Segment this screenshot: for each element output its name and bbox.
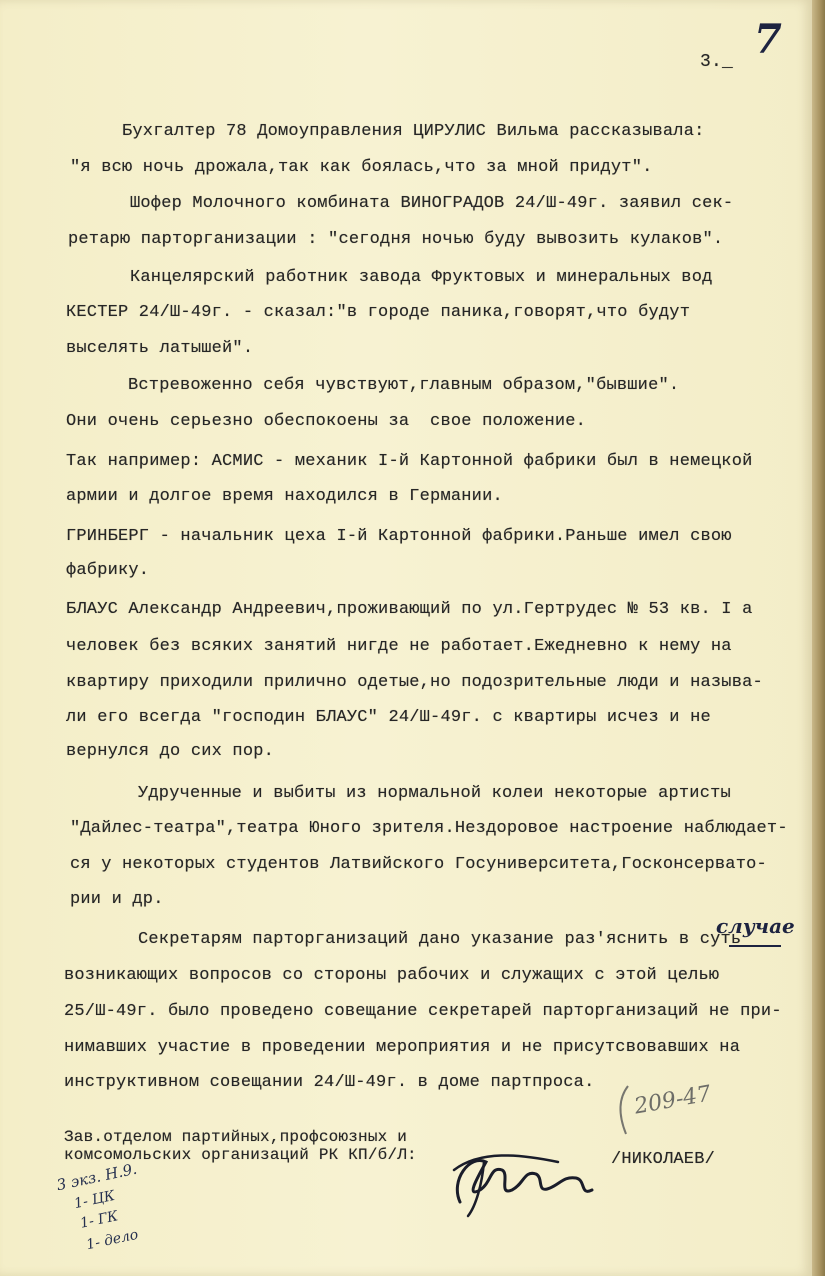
text-line: Так например: АСМИС - механик I-й Картонной фабрики был в немецкой bbox=[66, 452, 753, 471]
distribution-note-line: 1- дело bbox=[84, 1226, 140, 1254]
text-line: инструктивном совещании 24/Ш-49г. в доме партпроса. bbox=[64, 1073, 595, 1092]
text-line: Шофер Молочного комбината ВИНОГРАДОВ 24/Ш-49г. заявил сек- bbox=[130, 194, 734, 213]
text-line: нимавших участие в проведении мероприятия и не присутсвовавших на bbox=[64, 1038, 741, 1057]
text-line: КЕСТЕР 24/Ш-49г. - сказал:"в городе паника,говорят,что будут bbox=[66, 303, 691, 322]
distribution-note-line: 1- ГК bbox=[78, 1208, 120, 1232]
text-line: квартиру приходили прилично одетые,но подозрительные люди и называ- bbox=[66, 673, 763, 692]
strikethrough-mark bbox=[729, 945, 781, 947]
handwritten-signature bbox=[440, 1140, 610, 1220]
text-line: Канцелярский работник завода Фруктовых и минеральных вод bbox=[130, 268, 713, 287]
distribution-note-line: 1- ЦК bbox=[72, 1187, 117, 1213]
page-number: 3._ bbox=[700, 52, 734, 72]
text-line: фабрику. bbox=[66, 561, 150, 580]
signature-title-line2: комсомольских организаций РК КП/б/Л: bbox=[64, 1146, 417, 1164]
text-line: Бухгалтер 78 Домоуправления ЦИРУЛИС Вильма рассказывала: bbox=[122, 122, 705, 141]
text-line: ли его всегда "господин БЛАУС" 24/Ш-49г. с квартиры исчез и не bbox=[66, 708, 711, 727]
text-line: армии и долгое время находился в Германии. bbox=[66, 487, 503, 506]
text-line: 25/Ш-49г. было проведено совещание секретарей парторганизаций не при- bbox=[64, 1002, 782, 1021]
handwritten-correction: случае bbox=[716, 914, 795, 938]
text-line: выселять латышей". bbox=[66, 339, 254, 358]
signature-title-line1: Зав.отделом партийных,профсоюзных и bbox=[64, 1128, 408, 1146]
text-line: "я всю ночь дрожала,так как боялась,что за мной придут". bbox=[70, 158, 653, 177]
text-line: Секретарям парторганизаций дано указание раз'яснить в суть bbox=[138, 930, 742, 949]
text-line: ретарю парторганизации : "сегодня ночью буду вывозить кулаков". bbox=[68, 230, 724, 249]
pencil-bracket-mark bbox=[606, 1082, 646, 1142]
handwritten-page-number: 7 bbox=[754, 16, 782, 63]
page-edge bbox=[812, 0, 825, 1276]
distribution-note-line: 3 экз. Н.9. bbox=[55, 1159, 139, 1195]
signatory-name: /НИКОЛАЕВ/ bbox=[611, 1150, 716, 1169]
text-line: "Дайлес-театра",театра Юного зрителя.Нездоровое настроение наблюдает- bbox=[70, 819, 788, 838]
text-line: вернулся до сих пор. bbox=[66, 742, 275, 761]
text-line: возникающих вопросов со стороны рабочих и служащих с этой целью bbox=[64, 966, 720, 985]
text-line: ся у некоторых студентов Латвийского Госуниверситета,Госконсервато- bbox=[70, 855, 767, 874]
text-line: БЛАУС Александр Андреевич,проживающий по ул.Гертрудес № 53 кв. I а bbox=[66, 600, 753, 619]
text-line: Удрученные и выбиты из нормальной колеи некоторые артисты bbox=[138, 784, 731, 803]
text-line: ГРИНБЕРГ - начальник цеха I-й Картонной фабрики.Раньше имел свою bbox=[66, 527, 732, 546]
text-line: рии и др. bbox=[70, 890, 164, 909]
text-line: Встревоженно себя чувствуют,главным образом,"бывшие". bbox=[128, 376, 680, 395]
text-line: Они очень серьезно обеспокоены за свое положение. bbox=[66, 412, 587, 431]
text-line: человек без всяких занятий нигде не работает.Ежедневно к нему на bbox=[66, 637, 732, 656]
pencil-note: 209-47 bbox=[632, 1081, 714, 1120]
